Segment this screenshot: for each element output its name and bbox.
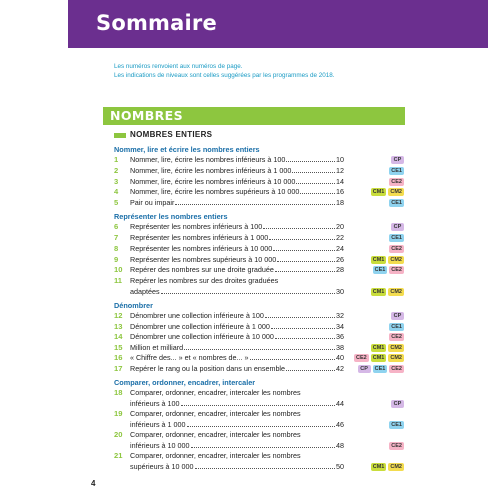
dot-leader — [265, 317, 335, 318]
entry-number: 3 — [114, 177, 119, 186]
level-badge: CM1 — [372, 463, 385, 470]
entry-number: 15 — [114, 343, 123, 352]
entry-page: 26 — [336, 255, 344, 264]
toc-entry — [114, 409, 404, 429]
entry-page: 46 — [336, 419, 344, 429]
entry-page: 14 — [336, 177, 344, 186]
entry-line — [130, 255, 344, 265]
level-badges — [389, 199, 404, 207]
entry-number: 20 — [114, 430, 123, 439]
entry-title: inférieurs à 1 000 — [130, 419, 186, 429]
entry-number: 4 — [114, 187, 119, 196]
dot-leader — [273, 250, 335, 251]
level-badge: CM2 — [390, 189, 402, 195]
entry-line — [130, 177, 344, 187]
entry-number: 10 — [114, 265, 123, 274]
dot-leader — [187, 426, 335, 427]
entry-page: 48 — [336, 440, 344, 450]
entry-title: Nommer, lire, écrire les nombres inférieurs à 10 000 — [130, 177, 296, 186]
entry-page: 28 — [336, 265, 344, 274]
entry-page: 10 — [336, 155, 344, 164]
entry-title: Million et milliard — [130, 343, 184, 352]
entry-page: 30 — [336, 286, 344, 296]
entry-line — [130, 399, 344, 409]
entry-title: Dénombrer une collection inférieure à 100 — [130, 311, 264, 320]
dot-leader — [195, 468, 335, 469]
entry-line — [130, 287, 344, 297]
toc-entry — [114, 222, 404, 232]
level-badge: CM1 — [372, 257, 385, 263]
level-badge: CE2 — [391, 246, 402, 252]
level-badge: CE2 — [356, 355, 367, 361]
level-badge: CP — [391, 223, 404, 231]
header-banner — [68, 0, 488, 48]
dot-leader — [184, 349, 335, 350]
level-badges — [373, 266, 404, 274]
toc-entry — [114, 155, 404, 165]
level-badge: CE1 — [374, 267, 386, 273]
dot-leader — [286, 370, 335, 371]
level-badge: CE2 — [391, 366, 402, 372]
entry-page: 32 — [336, 311, 344, 320]
level-badge: CP — [391, 312, 404, 320]
entry-number: 16 — [114, 353, 123, 362]
entry-title: Repérer des nombres sur une droite graduée — [130, 265, 274, 274]
entry-title: adaptées — [130, 286, 160, 296]
dot-leader — [300, 193, 335, 194]
entry-title: Repérer le rang ou la position dans un ensemble — [130, 364, 286, 373]
level-badge: CM2 — [390, 355, 402, 361]
entry-title: Représenter les nombres inférieurs à 1 000 — [130, 233, 269, 242]
entry-page: 34 — [336, 322, 344, 331]
toc-entry — [114, 233, 404, 243]
entry-line — [130, 332, 344, 342]
intro-line: Les numéros renvoient aux numéros de page. — [114, 63, 243, 70]
level-badges — [371, 256, 404, 264]
dot-leader — [191, 447, 335, 448]
toc-entry — [114, 166, 404, 176]
level-badges — [391, 223, 404, 231]
subsection-marker — [114, 133, 126, 138]
entry-number: 2 — [114, 166, 119, 175]
level-badge: CE1 — [374, 366, 386, 372]
toc-entry — [114, 332, 404, 342]
dot-leader — [275, 338, 335, 339]
group-heading: Dénombrer — [114, 301, 153, 310]
entry-number: 6 — [114, 222, 119, 231]
entry-title: Comparer, ordonner, encadrer, intercaler les nombres — [130, 409, 301, 418]
entry-title: « Chiffre des... » et « nombres de... » — [130, 353, 249, 362]
entry-title: Représenter les nombres inférieurs à 100 — [130, 222, 263, 231]
toc-entry — [114, 187, 404, 197]
toc-entry — [114, 388, 404, 408]
entry-page: 50 — [336, 461, 344, 471]
page-number: 4 — [91, 479, 96, 488]
toc-entry — [114, 177, 404, 187]
level-badge: CP — [391, 400, 404, 408]
toc-entry — [114, 353, 404, 363]
toc-entry — [114, 198, 404, 208]
entry-number: 19 — [114, 409, 123, 418]
level-badges — [391, 400, 404, 408]
level-badge: CM2 — [390, 345, 402, 351]
entry-title: inférieurs à 10 000 — [130, 440, 190, 450]
level-badge: CE1 — [391, 421, 402, 428]
level-badges — [389, 421, 404, 429]
level-badge: CE1 — [391, 200, 402, 206]
entry-number: 13 — [114, 322, 123, 331]
level-badge: CE2 — [391, 179, 402, 185]
intro-note — [114, 62, 335, 80]
level-badges — [391, 312, 404, 320]
toc-entry — [114, 451, 404, 471]
group-heading: Comparer, ordonner, encadrer, intercaler — [114, 378, 256, 387]
entry-title: Nommer, lire, écrire les nombres inférieurs à 1 000 — [130, 166, 292, 175]
entry-line — [130, 222, 344, 232]
toc-entry — [114, 322, 404, 332]
dot-leader — [275, 271, 335, 272]
page-title: Sommaire — [96, 11, 217, 35]
dot-leader — [161, 293, 335, 294]
entry-page: 12 — [336, 166, 344, 175]
entry-title: Représenter les nombres inférieurs à 10 000 — [130, 244, 273, 253]
entry-line — [130, 441, 344, 451]
entry-number: 17 — [114, 364, 123, 373]
level-badge: CM2 — [390, 257, 402, 263]
entry-number: 12 — [114, 311, 123, 320]
entry-page: 38 — [336, 343, 344, 352]
entry-number: 11 — [114, 276, 123, 285]
dot-leader — [286, 161, 335, 162]
level-badges — [389, 323, 404, 331]
entry-line — [130, 233, 344, 243]
level-badge: CP — [358, 365, 371, 373]
entry-number: 14 — [114, 332, 123, 341]
entry-page: 36 — [336, 332, 344, 341]
level-badges — [371, 188, 404, 196]
toc-entry — [114, 430, 404, 450]
entry-number: 1 — [114, 155, 119, 164]
dot-leader — [296, 183, 335, 184]
entry-title: Comparer, ordonner, encadrer, intercaler les nombres — [130, 388, 301, 397]
entry-line — [130, 343, 344, 353]
dot-leader — [271, 328, 335, 329]
entry-line — [130, 353, 344, 363]
entry-title: Pair ou impair — [130, 198, 175, 207]
level-badge: CM1 — [372, 288, 385, 295]
entry-page: 24 — [336, 244, 344, 253]
level-badges — [354, 354, 404, 362]
entry-line — [130, 364, 344, 374]
entry-page: 22 — [336, 233, 344, 242]
level-badge: CE1 — [391, 168, 402, 174]
entry-page: 44 — [336, 398, 344, 408]
level-badge: CE2 — [391, 334, 402, 340]
dot-leader — [263, 228, 335, 229]
entry-line — [130, 462, 344, 472]
entry-line — [130, 311, 344, 321]
level-badge: CE1 — [391, 235, 402, 241]
level-badge: CM1 — [372, 189, 385, 195]
entry-number: 18 — [114, 388, 123, 397]
toc-entry — [114, 255, 404, 265]
group-heading: Nommer, lire et écrire les nombres entiers — [114, 145, 260, 154]
dot-leader — [292, 172, 335, 173]
dot-leader — [277, 261, 335, 262]
toc-entry — [114, 244, 404, 254]
entry-line — [130, 198, 344, 208]
level-badges — [371, 288, 404, 296]
entry-title: Comparer, ordonner, encadrer, intercaler les nombres — [130, 430, 301, 439]
group-heading: Représenter les nombres entiers — [114, 212, 228, 221]
entry-number: 21 — [114, 451, 123, 460]
entry-line — [130, 265, 344, 275]
entry-number: 9 — [114, 255, 119, 264]
entry-page: 18 — [336, 198, 344, 207]
entry-line — [130, 322, 344, 332]
level-badges — [371, 463, 404, 471]
dot-leader — [269, 239, 335, 240]
entry-title: Dénombrer une collection inférieure à 10 000 — [130, 332, 274, 341]
level-badge: CM2 — [390, 288, 402, 295]
entry-line — [130, 244, 344, 254]
level-badges — [389, 167, 404, 175]
entry-title: Nommer, lire, écrire les nombres inférieurs à 100 — [130, 155, 286, 164]
level-badge: CM1 — [372, 345, 385, 351]
level-badges — [391, 156, 404, 164]
dot-leader — [250, 359, 335, 360]
toc-entry — [114, 276, 404, 296]
toc-entry — [114, 343, 404, 353]
entry-line — [130, 420, 344, 430]
entry-page: 40 — [336, 353, 344, 362]
level-badges — [389, 245, 404, 253]
entry-title: Dénombrer une collection inférieure à 1 000 — [130, 322, 270, 331]
level-badges — [389, 234, 404, 242]
level-badges — [389, 442, 404, 450]
level-badge: CM2 — [390, 463, 402, 470]
toc-entry — [114, 311, 404, 321]
entry-number: 8 — [114, 244, 119, 253]
level-badges — [389, 333, 404, 341]
toc-entry — [114, 265, 404, 275]
entry-number: 5 — [114, 198, 119, 207]
entry-title: Comparer, ordonner, encadrer, intercaler les nombres — [130, 451, 301, 460]
toc-entry — [114, 364, 404, 374]
entry-title: Représenter les nombres supérieurs à 10 000 — [130, 255, 277, 264]
level-badges — [389, 178, 404, 186]
level-badge: CE2 — [391, 442, 402, 449]
entry-line — [130, 187, 344, 197]
section-banner — [103, 107, 405, 125]
dot-leader — [181, 405, 335, 406]
entry-number: 7 — [114, 233, 119, 242]
entry-title: supérieurs à 10 000 — [130, 461, 194, 471]
entry-title: Repérer les nombres sur des droites graduées — [130, 276, 279, 285]
entry-title: Nommer, lire, écrire les nombres supérieurs à 10 000 — [130, 187, 300, 196]
entry-page: 16 — [336, 187, 344, 196]
entry-line — [130, 155, 344, 165]
level-badges — [358, 365, 404, 373]
subsection-title: NOMBRES ENTIERS — [130, 130, 213, 139]
section-title: NOMBRES — [110, 108, 184, 123]
entry-title: inférieurs à 100 — [130, 398, 180, 408]
entry-line — [130, 166, 344, 176]
entry-page: 20 — [336, 222, 344, 231]
level-badge: CE1 — [391, 324, 402, 330]
intro-line: Les indications de niveaux sont celles suggérées par les programmes de 2018. — [114, 72, 335, 79]
level-badge: CP — [391, 156, 404, 164]
level-badge: CE2 — [391, 267, 402, 273]
entry-page: 42 — [336, 364, 344, 373]
dot-leader — [175, 204, 335, 205]
level-badge: CM1 — [372, 355, 385, 361]
level-badges — [371, 344, 404, 352]
